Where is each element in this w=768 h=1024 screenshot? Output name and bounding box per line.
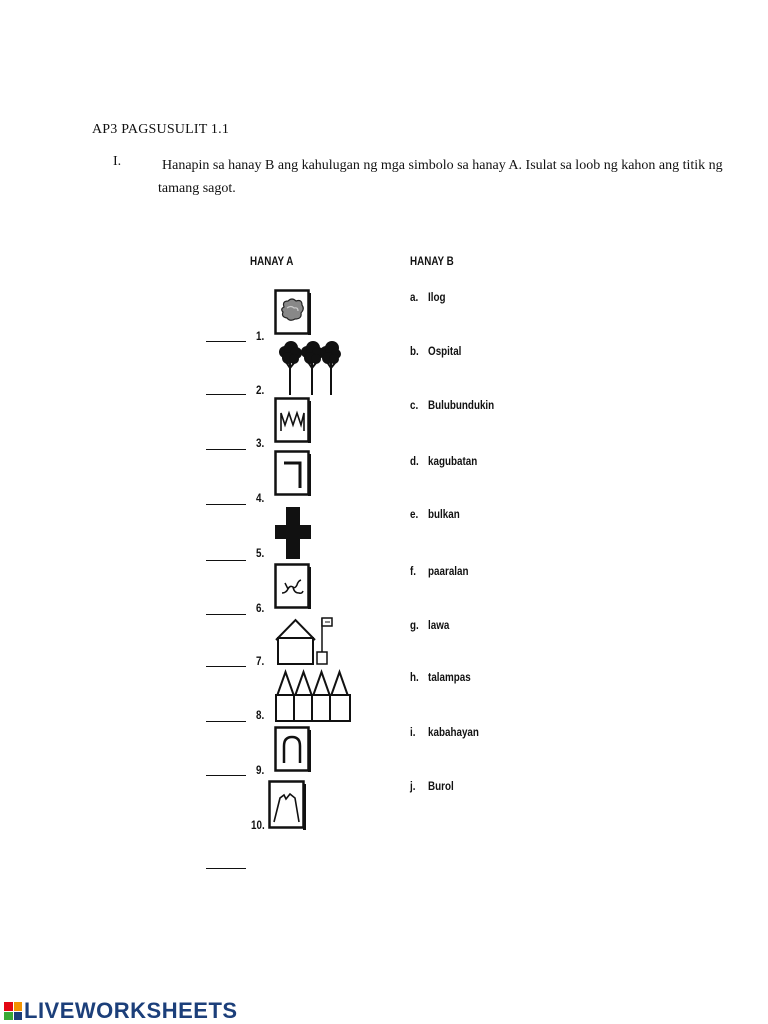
answer-blank-6[interactable]: [206, 614, 246, 615]
liveworksheets-logo-text: LIVEWORKSHEETS: [24, 998, 238, 1023]
hanay-b-label-g: lawa: [428, 618, 450, 632]
item-number-9: 9.: [256, 763, 265, 777]
forest-icon: [276, 340, 340, 396]
answer-blank-1[interactable]: [206, 341, 246, 342]
plateau-icon: [274, 450, 312, 498]
answer-blank-9[interactable]: [206, 775, 246, 776]
answer-blank-4[interactable]: [206, 504, 246, 505]
hanay-b-item-g: [410, 618, 449, 632]
hanay-b-item-e: [410, 507, 460, 521]
instruction-text: Hanapin sa hanay B ang kahulugan ng mga simbolo sa hanay A. Isulat sa loob ng kahon ang titik ng tamang sagot.: [158, 158, 723, 196]
instruction-number: I.: [113, 154, 122, 169]
volcano-icon: [268, 780, 308, 832]
item-number-3: 3.: [256, 436, 265, 450]
hanay-b-item-i: [410, 725, 479, 739]
hanay-b-letter-h: h.: [410, 670, 419, 684]
answer-blank-7[interactable]: [206, 666, 246, 667]
hanay-b-letter-f: f.: [410, 564, 417, 578]
answer-blank-3[interactable]: [206, 449, 246, 450]
hanay-b-label-d: kagubatan: [428, 454, 478, 468]
mountain-range-icon: [274, 397, 312, 445]
hill-icon: [274, 726, 312, 774]
hanay-b-letter-d: d.: [410, 454, 419, 468]
hanay-b-letter-g: g.: [410, 618, 419, 632]
hanay-b-letter-j: j.: [410, 779, 416, 793]
answer-blank-10[interactable]: [206, 868, 246, 869]
item-number-4: 4.: [256, 491, 265, 505]
houses-icon: [274, 668, 354, 724]
hanay-b-letter-b: b.: [410, 344, 419, 358]
hanay-b-item-b: [410, 344, 461, 358]
worksheet-title: AP3 PAGSUSULIT 1.1: [92, 122, 230, 137]
hanay-b-label-j: Burol: [428, 779, 454, 793]
item-number-1: 1.: [256, 329, 265, 343]
item-number-7: 7.: [256, 654, 265, 668]
hanay-b-label-b: Ospital: [428, 344, 462, 358]
hanay-b-letter-e: e.: [410, 507, 419, 521]
hanay-b-item-f: [410, 564, 469, 578]
answer-blank-8[interactable]: [206, 721, 246, 722]
item-number-2: 2.: [256, 383, 265, 397]
liveworksheets-logo-mark: [4, 1002, 22, 1020]
hanay-b-item-d: [410, 454, 477, 468]
hanay-b-heading: HANAY B: [410, 254, 454, 268]
hospital-cross-icon: [274, 506, 312, 560]
hanay-b-label-i: kabahayan: [428, 725, 479, 739]
hanay-b-item-h: [410, 670, 471, 684]
hanay-b-label-c: Bulubundukin: [428, 398, 495, 412]
item-number-8: 8.: [256, 708, 265, 722]
hanay-b-letter-a: a.: [410, 290, 419, 304]
hanay-b-label-e: bulkan: [428, 507, 460, 521]
hanay-b-letter-i: i.: [410, 725, 416, 739]
item-number-5: 5.: [256, 546, 265, 560]
hanay-b-item-j: [410, 779, 454, 793]
item-number-6: 6.: [256, 601, 265, 615]
item-number-10: 10.: [251, 818, 265, 832]
answer-blank-2[interactable]: [206, 394, 246, 395]
lake-icon: [274, 289, 312, 337]
liveworksheets-logo[interactable]: [4, 998, 238, 1024]
hanay-b-letter-c: c.: [410, 398, 419, 412]
river-icon: [274, 563, 312, 611]
hanay-b-label-a: Ilog: [428, 290, 446, 304]
hanay-b-item-a: [410, 290, 446, 304]
hanay-b-label-h: talampas: [428, 670, 471, 684]
hanay-b-label-f: paaralan: [428, 564, 469, 578]
answer-blank-5[interactable]: [206, 560, 246, 561]
hanay-b-item-c: [410, 398, 494, 412]
hanay-a-heading: HANAY A: [250, 254, 294, 268]
school-icon: [276, 614, 336, 666]
